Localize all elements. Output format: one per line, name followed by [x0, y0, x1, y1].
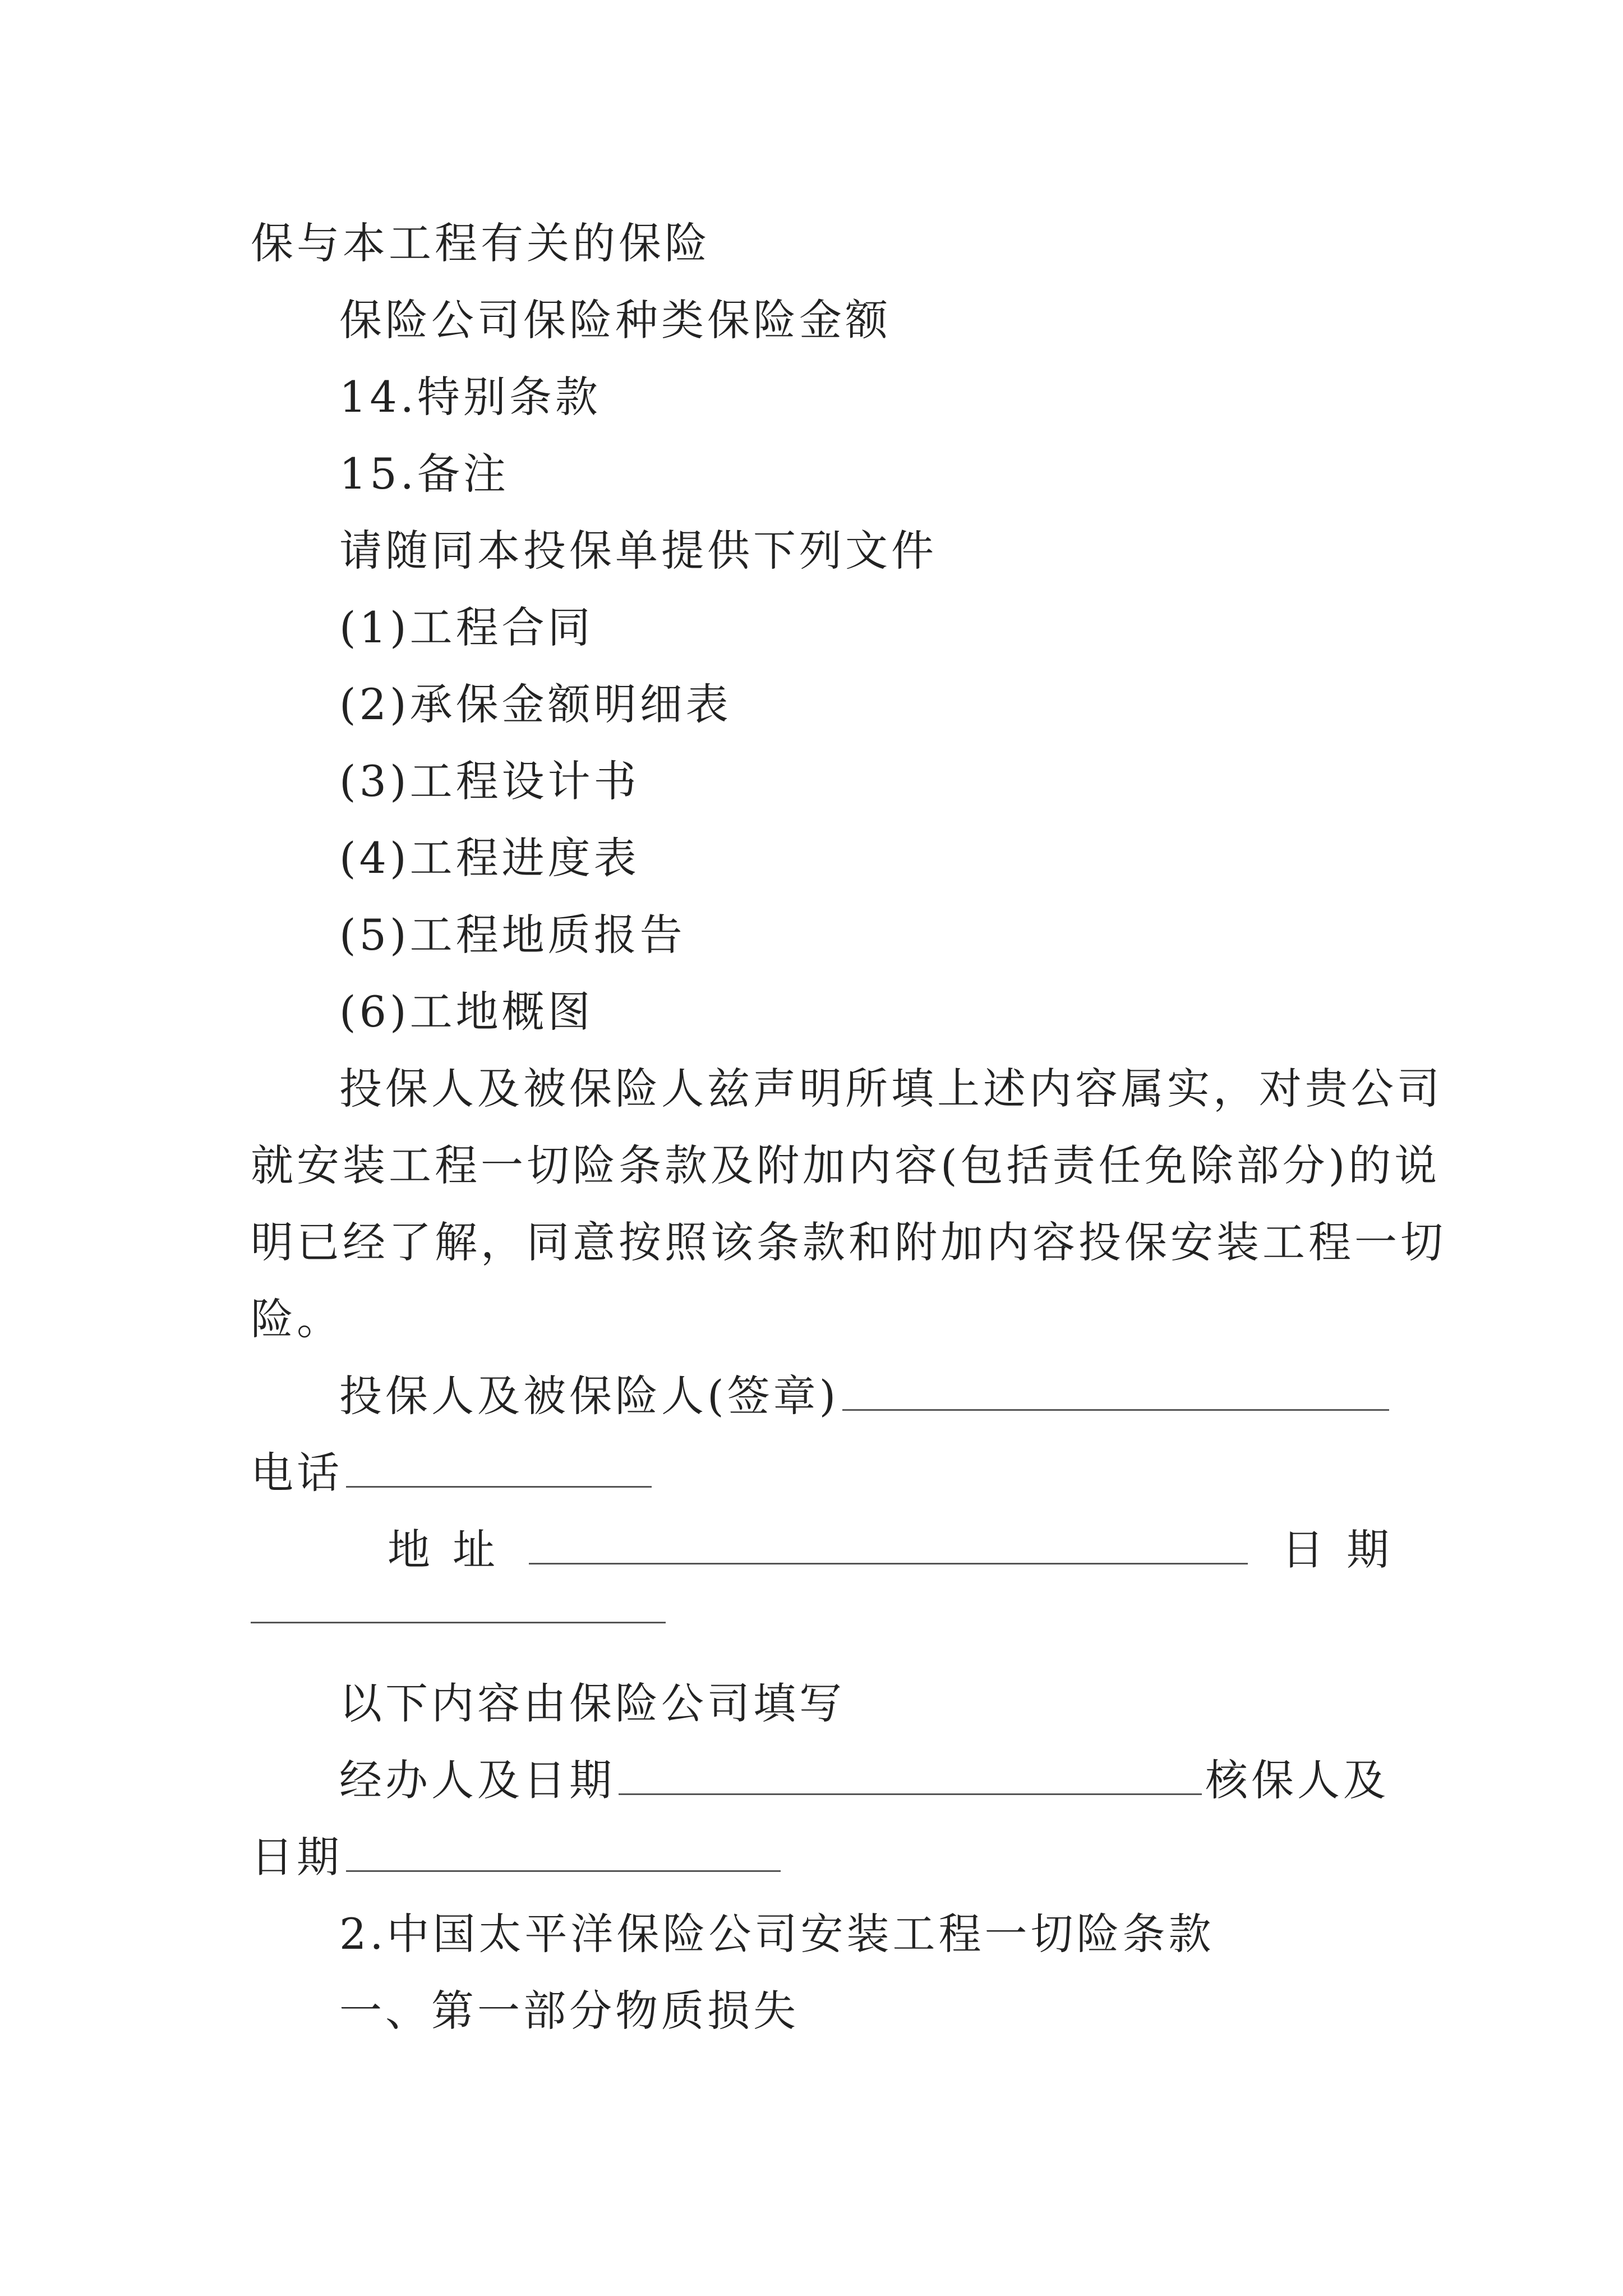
declaration-line: 明已经了解，同意按照该条款和附加内容投保安装工程一切 [251, 1217, 1446, 1267]
phone-label: 电话 [251, 1448, 343, 1498]
declaration-line: 就安装工程一切险条款及附加内容(包括责任免除部分)的说 [251, 1140, 1441, 1190]
underwriter-blank[interactable] [346, 1837, 781, 1872]
text-line: 保险公司保险种类保险金额 [339, 295, 891, 345]
section-heading: 2.中国太平洋保险公司安装工程一切险条款 [339, 1909, 1215, 1959]
section-item-15: 15.备注 [339, 449, 509, 499]
document-list-item: (3)工程设计书 [339, 756, 640, 806]
declaration-line: 险。 [251, 1294, 343, 1344]
document-list-item: (5)工程地质报告 [339, 910, 686, 960]
signer-blank[interactable] [842, 1375, 1389, 1411]
document-list-item: (4)工程进度表 [339, 833, 640, 883]
date-blank-row [251, 1588, 1389, 1665]
phone-row [251, 1434, 1389, 1511]
declaration-line: 投保人及被保险人兹声明所填上述内容属实，对贵公司 [339, 1064, 1443, 1114]
insurer-intro: 以下内容由保险公司填写 [339, 1678, 845, 1728]
signer-row [251, 1358, 1389, 1434]
document-list-item: (6)工地概图 [339, 987, 594, 1037]
text-line: 保与本工程有关的保险 [251, 218, 711, 268]
date-label: 日期 [1281, 1525, 1412, 1575]
address-date-row [251, 1511, 1412, 1588]
handler-row [251, 1742, 1389, 1819]
underwriter-label: 核保人及 [1205, 1755, 1389, 1805]
date-blank[interactable] [251, 1588, 666, 1623]
section-subheading: 一、第一部分物质损失 [339, 1986, 799, 2036]
address-label: 地址 [388, 1525, 518, 1575]
signer-label: 投保人及被保险人(签章) [339, 1371, 840, 1421]
handler-blank[interactable] [619, 1760, 1202, 1795]
underwriter-date-row [251, 1819, 1389, 1895]
document-list-item: (1)工程合同 [339, 602, 594, 652]
phone-blank[interactable] [346, 1452, 652, 1488]
documents-intro: 请随同本投保单提供下列文件 [339, 526, 937, 576]
address-blank[interactable] [529, 1529, 1248, 1565]
declaration-paragraph [251, 1050, 1446, 1358]
underwriter-date-label: 日期 [251, 1832, 343, 1882]
document-list-item: (2)承保金额明细表 [339, 679, 732, 729]
document-body [251, 205, 1446, 2049]
section-item-14: 14.特别条款 [339, 372, 601, 422]
handler-label: 经办人及日期 [339, 1755, 615, 1805]
